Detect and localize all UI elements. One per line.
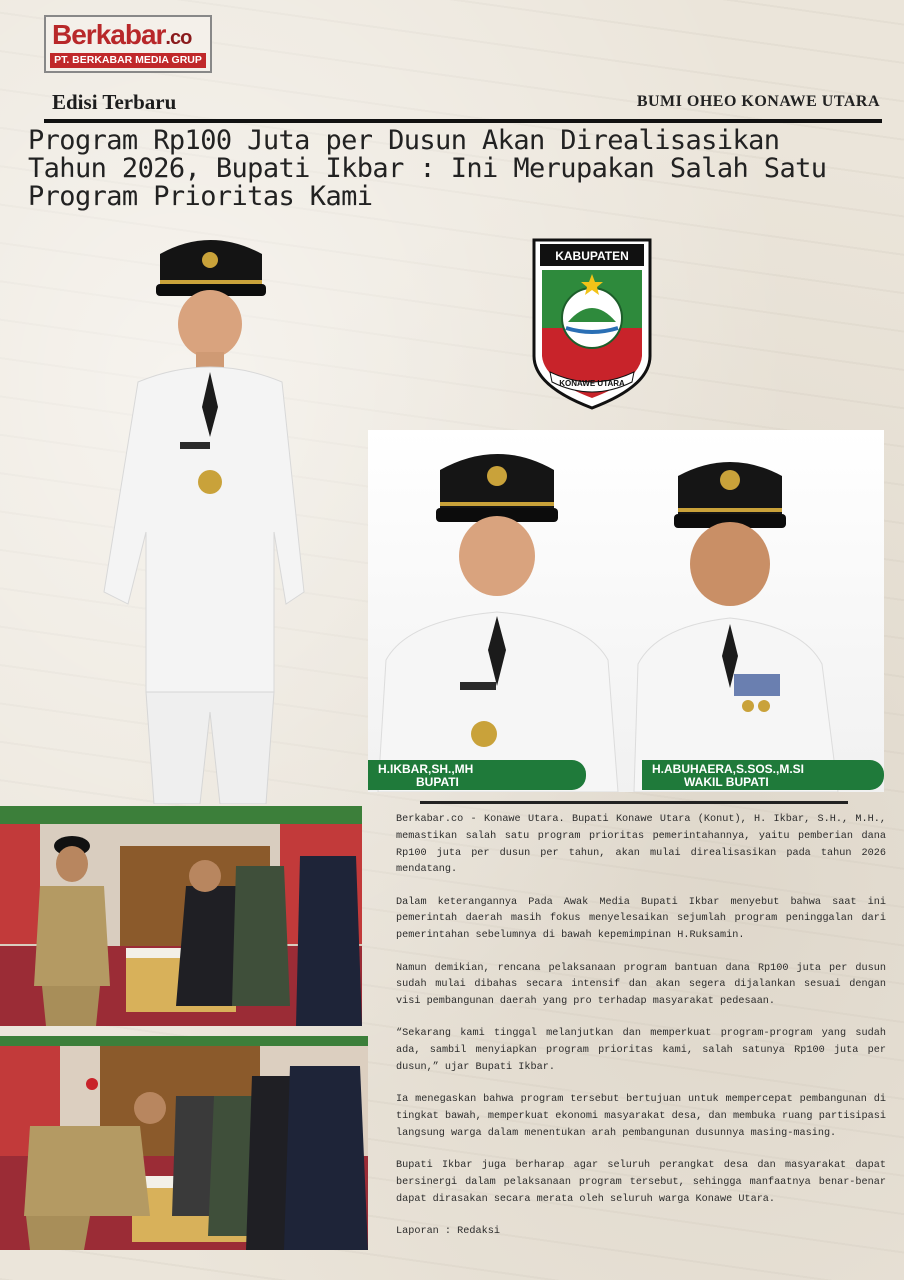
article-paragraph: Ia menegaskan bahwa program tersebut bertujuan untuk mempercepat pembangunan di tingkat bawah, memperkuat ekonomi masyarakat desa, dan membuka ruang partisipasi langsung warga dalam menentukan arah pembangunan dusunnya masing-masing. — [396, 1094, 886, 1139]
article-paragraph: Namun demikian, rencana pelaksanaan program bantuan dana Rp100 juta per dusun sudah mulai dibahas secara intensif dan akan segera dijalankan sesuai dengan visi pembangunan daerah yang pro terhadap masyarakat pedesaan. — [396, 962, 886, 1008]
emblem-bottom-text: KONAWE UTARA — [559, 379, 625, 388]
official-title: BUPATI — [416, 775, 459, 789]
konawe-utara-emblem — [528, 236, 656, 410]
article-paragraph: Berkabar.co - Konawe Utara. Bupati Konawe Utara (Konut), H. Ikbar, S.H., M.H., memastikan salah satu program prioritas pemerintahannya, yaitu pemberian dana Rp100 juta per dusun per tahun, akan mulai direalisasikan pada tahun 2026 mendatang. — [396, 814, 886, 876]
edition-label: Edisi Terbaru — [52, 90, 177, 114]
article-paragraph: “Sekarang kami tinggal melanjutkan dan memperkuat program-program yang sudah ada, sambil menyiapkan program prioritas kami, salah satunya Rp100 juta per dusun,” ujar Bupati Ikbar. — [396, 1028, 886, 1074]
brand-name: Berkabar — [52, 19, 166, 50]
header-divider — [44, 119, 882, 123]
signing-event-photo-2 — [0, 1036, 368, 1250]
brand-company: PT. BERKABAR MEDIA GRUP — [50, 53, 206, 68]
article-paragraph: Dalam keterangannya Pada Awak Media Bupati Ikbar menyebut bahwa saat ini pemerintah daerah masih fokus menyelesaikan sejumlah program peninggalan dari pemerintahan sebelumnya di bawah kepemimpinan H.Ruksamin. — [396, 896, 886, 942]
bupati-portrait-photo — [98, 232, 310, 804]
emblem-top-text: KABUPATEN — [555, 249, 629, 263]
article-body — [396, 812, 886, 1241]
region-label: BUMI OHEO KONAWE UTARA — [636, 93, 880, 110]
officials-photo — [368, 430, 884, 792]
official-name: H.ABUHAERA,S.SOS.,M.SI — [652, 762, 805, 776]
article-divider — [420, 801, 848, 804]
reporter-credit: Laporan : Redaksi — [396, 1226, 500, 1238]
signing-event-photo-1 — [0, 806, 362, 1026]
article-paragraph: Bupati Ikbar juga berharap agar seluruh perangkat desa dan masyarakat dapat bersinergi dalam pelaksanaan program tersebut, sehingga manfaatnya benar-benar dapat dirasakan secara merata oleh seluruh warga Konawe Utara. — [396, 1160, 886, 1205]
headline: Program Rp100 Juta per Dusun Akan Direalisasikan Tahun 2026, Bupati Ikbar : Ini Merupakan Salah Satu Program Prioritas Kami — [28, 125, 827, 212]
official-nameplate-bupati — [368, 760, 586, 790]
brand-logo[interactable] — [44, 15, 212, 73]
official-nameplate-wakil-bupati — [642, 760, 884, 790]
brand-suffix: .co — [165, 27, 192, 49]
official-title: WAKIL BUPATI — [684, 775, 769, 789]
official-name: H.IKBAR,SH.,MH — [378, 762, 474, 776]
